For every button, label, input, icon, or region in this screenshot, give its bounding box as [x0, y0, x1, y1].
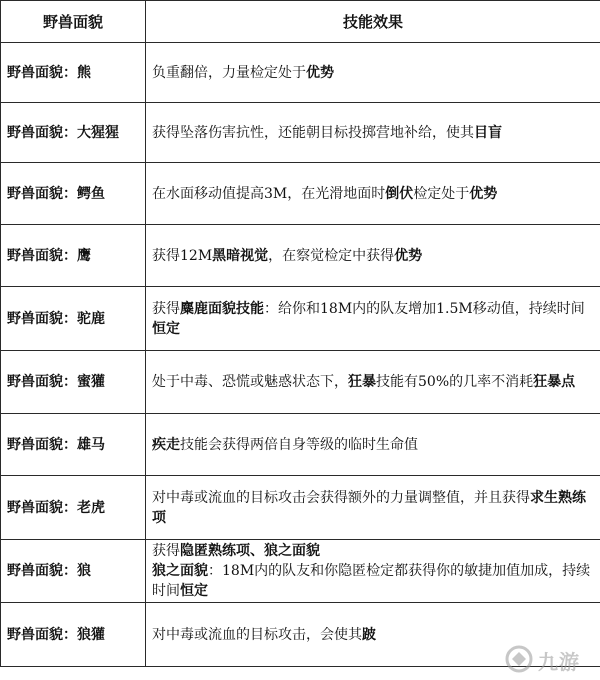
table-row	[1, 43, 600, 103]
effect-highlight: 狂暴	[348, 374, 376, 390]
table-header-row	[1, 1, 600, 43]
effect-text: ：18M内的队友和你隐匿检定都获得你的敏捷加值加成，持续时间	[152, 563, 591, 599]
skill-name: 野兽面貌：鹰	[1, 225, 146, 287]
skill-name: 野兽面貌：狼獾	[1, 603, 146, 667]
effect-text: 在水面移动值提高3M，在光滑地面时	[152, 185, 386, 202]
skill-name: 野兽面貌：鳄鱼	[1, 163, 146, 225]
skill-name: 野兽面貌：大猩猩	[1, 103, 146, 163]
effect-highlight: 狼之面貌	[152, 563, 208, 579]
skill-effect	[146, 287, 600, 351]
effect-text: 负重翻倍，力量检定处于	[152, 64, 306, 81]
table-row	[1, 225, 600, 287]
table-row	[1, 287, 600, 351]
table-row	[1, 414, 600, 476]
effect-text: 获得坠落伤害抗性，还能朝目标投掷营地补给，使其	[152, 124, 474, 141]
effect-highlight: 黑暗视觉	[212, 247, 269, 264]
effect-text: ：给你和18M内的队友增加1.5M移动值，持续时间	[264, 300, 585, 317]
effect-text: 技能会获得两倍自身等级的临时生命值	[180, 436, 418, 453]
skill-effect	[146, 225, 600, 287]
header-name: 野兽面貌	[1, 1, 146, 43]
effect-highlight: 狂暴点	[533, 374, 576, 390]
table-row	[1, 103, 600, 163]
skill-effect	[146, 163, 600, 225]
table-row	[1, 351, 600, 414]
skill-effect	[146, 476, 600, 540]
effect-highlight: 求生熟练项	[152, 489, 586, 526]
effect-text: 对中毒或流血的目标攻击，会使其	[152, 626, 362, 643]
skill-effect	[146, 351, 600, 414]
skill-effect	[146, 43, 600, 103]
table-row	[1, 163, 600, 225]
watermark-text: 九游	[538, 650, 580, 674]
table-row	[1, 540, 600, 603]
skill-name: 野兽面貌：蜜獾	[1, 351, 146, 414]
effect-highlight: 优势	[394, 247, 423, 264]
effect-text: 处于中毒、恐慌或魅惑状态下，	[152, 374, 348, 390]
effect-highlight: 麋鹿面貌技能	[180, 300, 264, 317]
effect-highlight: 疾走	[152, 436, 180, 453]
effect-highlight: 跛	[362, 626, 376, 643]
logo-icon	[502, 644, 536, 674]
skill-effect	[146, 103, 600, 163]
skill-name: 野兽面貌：老虎	[1, 476, 146, 540]
effect-text: 对中毒或流血的目标攻击会获得额外的力量调整值，并且获得	[152, 489, 530, 506]
skill-effect	[146, 414, 600, 476]
effect-text: 获得	[152, 300, 180, 317]
effect-highlight: 优势	[469, 185, 498, 202]
effect-highlight: 隐匿熟练项、狼之面貌	[180, 543, 320, 559]
effect-text: 检定处于	[413, 185, 470, 202]
header-effect: 技能效果	[146, 1, 600, 43]
effect-text: ，在察觉检定中获得	[268, 247, 395, 264]
skill-name: 野兽面貌：熊	[1, 43, 146, 103]
effect-highlight: 优势	[306, 64, 334, 81]
effect-highlight: 倒伏	[385, 185, 414, 202]
effect-highlight: 恒定	[180, 583, 208, 599]
effect-highlight: 目盲	[474, 124, 502, 141]
skill-name: 野兽面貌：狼	[1, 540, 146, 603]
effect-highlight: 恒定	[152, 320, 180, 337]
skill-name: 野兽面貌：雄马	[1, 414, 146, 476]
skill-name: 野兽面貌：驼鹿	[1, 287, 146, 351]
watermark-logo	[502, 644, 592, 674]
effect-text: 获得	[152, 543, 180, 559]
effect-text: 获得12M	[152, 247, 213, 264]
skill-effect	[146, 540, 600, 603]
table-row	[1, 476, 600, 540]
effect-text: 技能有50%的几率不消耗	[376, 374, 534, 390]
table-body	[1, 43, 600, 667]
